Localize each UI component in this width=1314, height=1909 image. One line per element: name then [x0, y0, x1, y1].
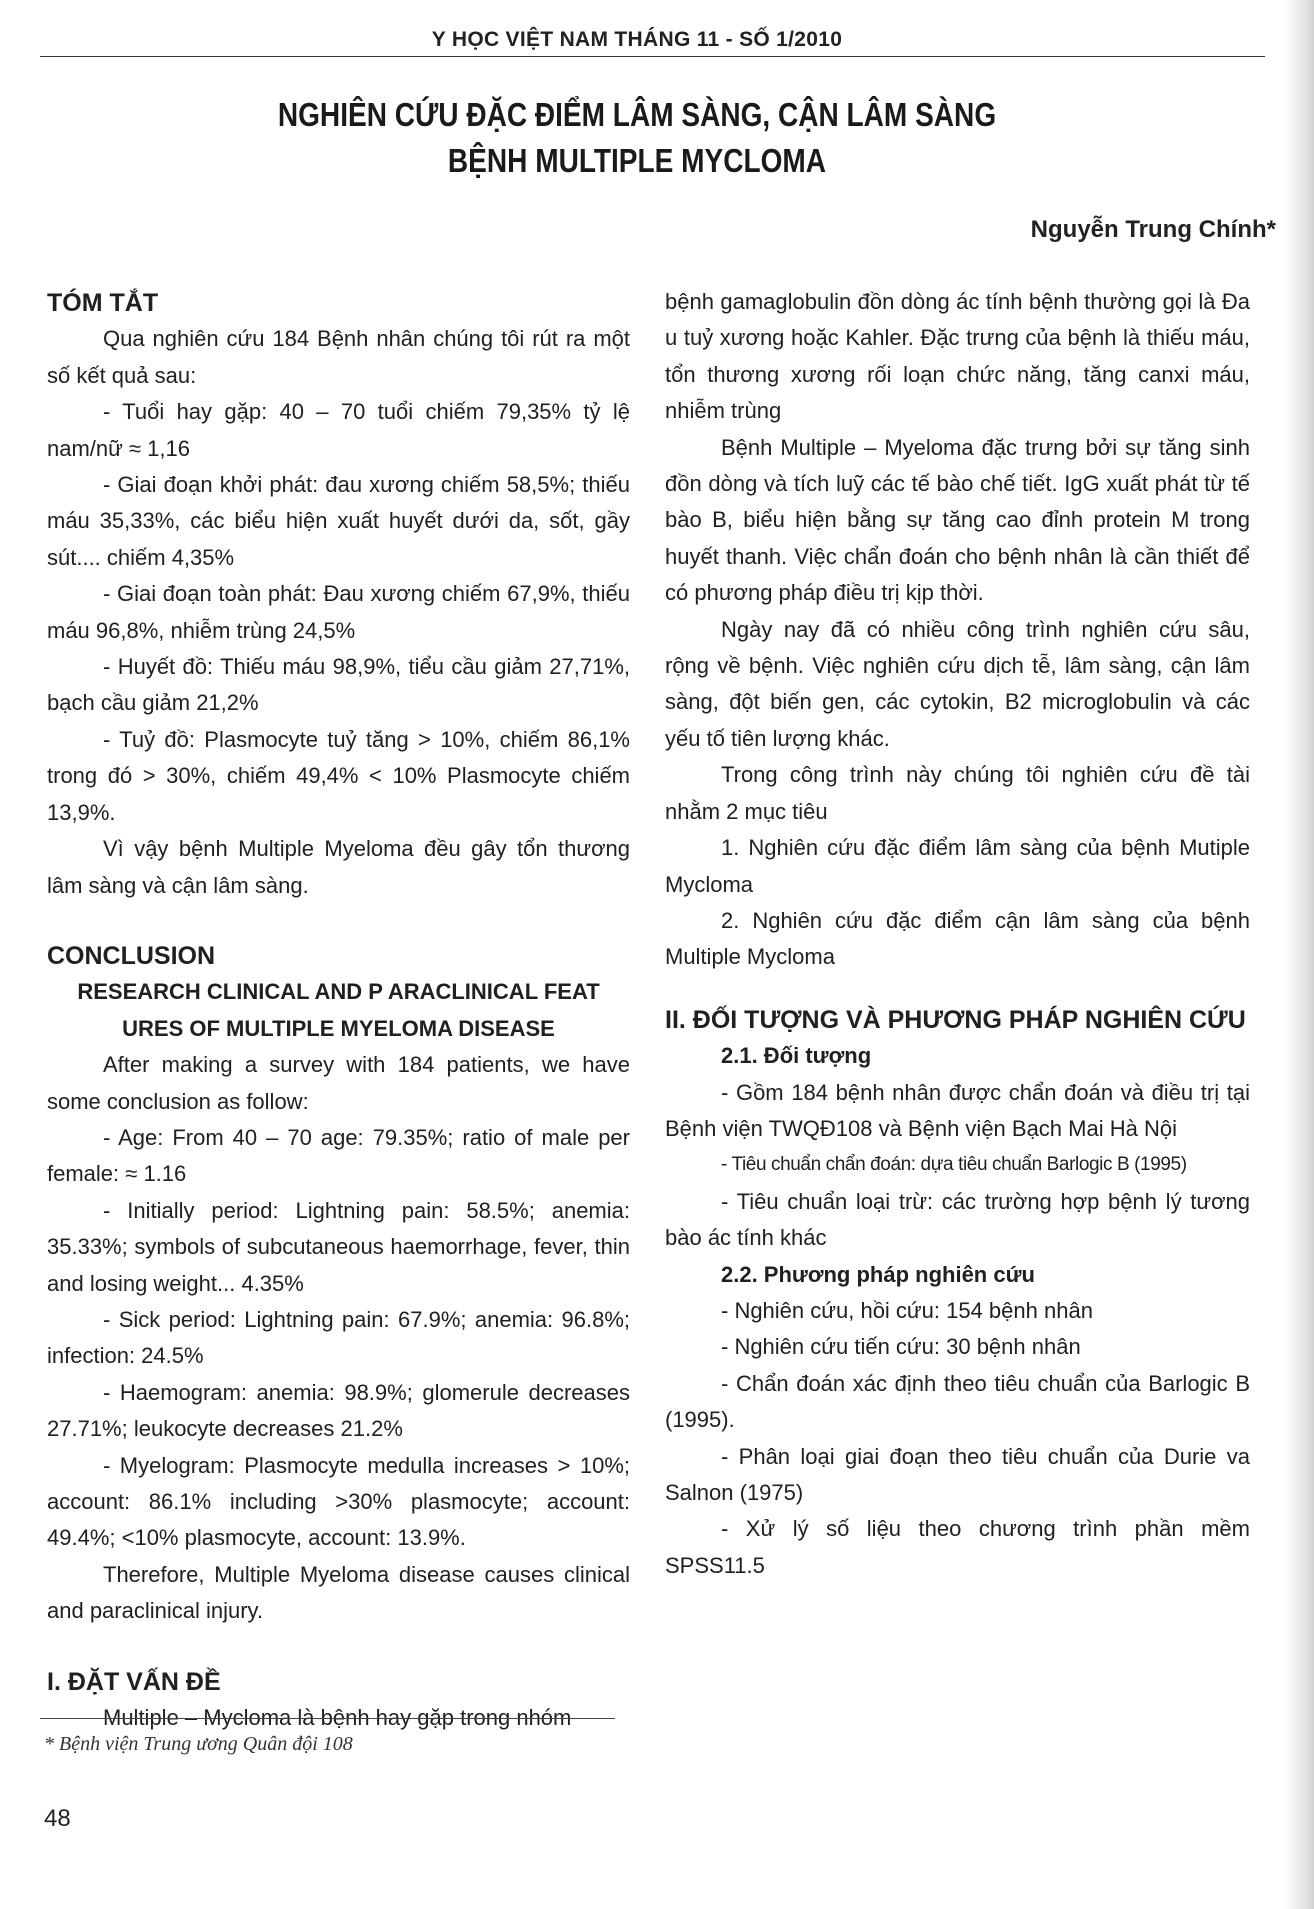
abstract-vi-conclusion: Vì vậy bệnh Multiple Myeloma đều gây tổn thương lâm sàng và cận lâm sàng. [47, 836, 630, 898]
footnote: * Bệnh viện Trung ương Quân đội 108 [44, 1733, 353, 1755]
footnote-rule [40, 1718, 615, 1719]
abstract-vi-item: - Giai đoạn khởi phát: đau xương chiếm 58,5%; thiếu máu 35,33%, các biểu hiện xuất huyết dưới da, sốt, gầy sút.... chiếm 4,35% [47, 472, 630, 570]
subsection-2-2-item: - Phân loại giai đoạn theo tiêu chuẩn của Durie va Salnon (1975) [665, 1443, 1250, 1505]
abstract-vi-heading: TÓM TẮT [47, 289, 159, 317]
subsection-2-2-item: - Chẩn đoán xác định theo tiêu chuẩn của Barlogic B (1995). [665, 1370, 1250, 1433]
right-column [665, 284, 1250, 1584]
subsection-2-2-item: - Nghiên cứu, hồi cứu: 154 bệnh nhân [721, 1297, 1093, 1323]
abstract-en-item: - Initially period: Lightning pain: 58.5%; anemia: 35.33%; symbols of subcutaneous haemorrhage, fever, thin and losing weight... 4.35% [47, 1197, 630, 1296]
abstract-en-item: - Haemogram: anemia: 98.9%; glomerule decreases 27.71%; leukocyte decreases 21.2% [47, 1379, 630, 1442]
abstract-vi-item: - Tuổi hay gặp: 40 – 70 tuổi chiếm 79,35% tỷ lệ nam/nữ ≈ 1,16 [47, 399, 630, 461]
page-number: 48 [44, 1805, 71, 1832]
page-edge-shadow [1284, 0, 1314, 1909]
abstract-en-item: - Sick period: Lightning pain: 67.9%; anemia: 96.8%; infection: 24.5% [47, 1306, 630, 1369]
abstract-en-heading: CONCLUSION [47, 941, 216, 970]
abstract-en-item: - Age: From 40 – 70 age: 79.35%; ratio of male per female: ≈ 1.16 [47, 1124, 630, 1187]
subsection-2-2-item: - Nghiên cứu tiến cứu: 30 bệnh nhân [721, 1334, 1081, 1360]
section-1-paragraph-continued: bệnh gamaglobulin đồn dòng ác tính bệnh thường gọi là Đa u tuỷ xương hoặc Kahler. Đặc trưng của bệnh là thiếu máu, tổn thương xương rối loạn chức năng, tăng canxi máu, nhiễm trùng [665, 289, 1250, 424]
abstract-vi-item: - Tuỷ đồ: Plasmocyte tuỷ tăng > 10%, chiếm 86,1% trong đó > 30%, chiếm 49,4% < 10% Plasmocyte chiếm 13,9%. [47, 726, 630, 825]
section-1-paragraph: Bệnh Multiple – Myeloma đặc trưng bởi sự tăng sinh đồn dòng và tích luỹ các tế bào chế tiết. IgG xuất phát từ tế bào B, biểu hiện bằng sự tăng cao đỉnh protein M trong huyết thanh. Việc chẩn đoán cho bệnh nhân là cần thiết để có phương pháp điều trị kịp thời. [665, 434, 1250, 606]
subsection-2-1-item: - Tiêu chuẩn chẩn đoán: dựa tiêu chuẩn Barlogic B (1995) [721, 1154, 1187, 1176]
section-1-paragraph-start: Multiple – Mycloma là bệnh hay gặp trong nhóm [103, 1705, 572, 1731]
header-rule [40, 56, 1265, 57]
subsection-2-2-heading: 2.2. Phương pháp nghiên cứu [721, 1261, 1035, 1287]
abstract-en-paragraph: After making a survey with 184 patients, we have some conclusion as follow: [47, 1052, 630, 1114]
title-line-1: NGHIÊN CỨU ĐẶC ĐIỂM LÂM SÀNG, CẬN LÂM SÀNG [277, 96, 997, 133]
section-2-heading: II. ĐỐI TƯỢNG VÀ PHƯƠNG PHÁP NGHIÊN CỨU [665, 1005, 1246, 1034]
abstract-vi-paragraph: Qua nghiên cứu 184 Bệnh nhân chúng tôi rút ra một số kết quả sau: [47, 326, 630, 388]
article-title [96, 92, 1179, 184]
abstract-en-item: - Myelogram: Plasmocyte medulla increases > 10%; account: 86.1% including >30% plasmocyte; account: 49.4%; <10% plasmocyte, account: 13.9%. [47, 1452, 630, 1551]
author-name: Nguyễn Trung Chính* [1030, 216, 1276, 243]
subsection-2-2-item: - Xử lý số liệu theo chương trình phần mềm SPSS11.5 [665, 1516, 1250, 1578]
section-1-heading: I. ĐẶT VẤN ĐỀ [47, 1667, 221, 1696]
objective-item: 2. Nghiên cứu đặc điểm cận lâm sàng của bệnh Multiple Mycloma [665, 907, 1250, 970]
abstract-en-conclusion: Therefore, Multiple Myeloma disease causes clinical and paraclinical injury. [47, 1561, 630, 1624]
abstract-vi-item: - Huyết đồ: Thiếu máu 98,9%, tiểu cầu giảm 27,71%, bạch cầu giảm 21,2% [47, 654, 630, 716]
objective-item: 1. Nghiên cứu đặc điểm lâm sàng của bệnh Mutiple Mycloma [665, 835, 1250, 897]
subsection-2-1-item: - Gồm 184 bệnh nhân được chẩn đoán và điều trị tại Bệnh viện TWQĐ108 và Bệnh viện Bạch Mai Hà Nội [665, 1079, 1250, 1141]
abstract-vi-item: - Giai đoạn toàn phát: Đau xương chiếm 67,9%, thiếu máu 96,8%, nhiễm trùng 24,5% [47, 581, 630, 643]
left-column [47, 285, 630, 1736]
abstract-en-title [47, 974, 630, 1047]
running-head: Y HỌC VIỆT NAM THÁNG 11 - SỐ 1/2010 [431, 28, 843, 51]
subsection-2-1-item: - Tiêu chuẩn loại trừ: các trường hợp bệnh lý tương bào ác tính khác [665, 1188, 1250, 1251]
subsection-2-1-heading: 2.1. Đối tượng [721, 1043, 872, 1069]
abstract-en-title-line-2: URES OF MULTIPLE MYELOMA DISEASE [122, 1015, 555, 1041]
section-1-paragraph: Ngày nay đã có nhiều công trình nghiên cứu sâu, rộng về bệnh. Việc nghiên cứu dịch tễ, lâm sàng, cận lâm sàng, đột biến gen, các cytokin, B2 microglobulin và các yếu tố tiên lượng khác. [665, 616, 1250, 751]
section-1-paragraph: Trong công trình này chúng tôi nghiên cứu đề tài nhằm 2 mục tiêu [665, 762, 1250, 824]
abstract-en-title-line-1: RESEARCH CLINICAL AND P ARACLINICAL FEAT [77, 979, 600, 1005]
title-line-2: BỆNH MULTIPLE MYCLOMA [447, 142, 827, 179]
